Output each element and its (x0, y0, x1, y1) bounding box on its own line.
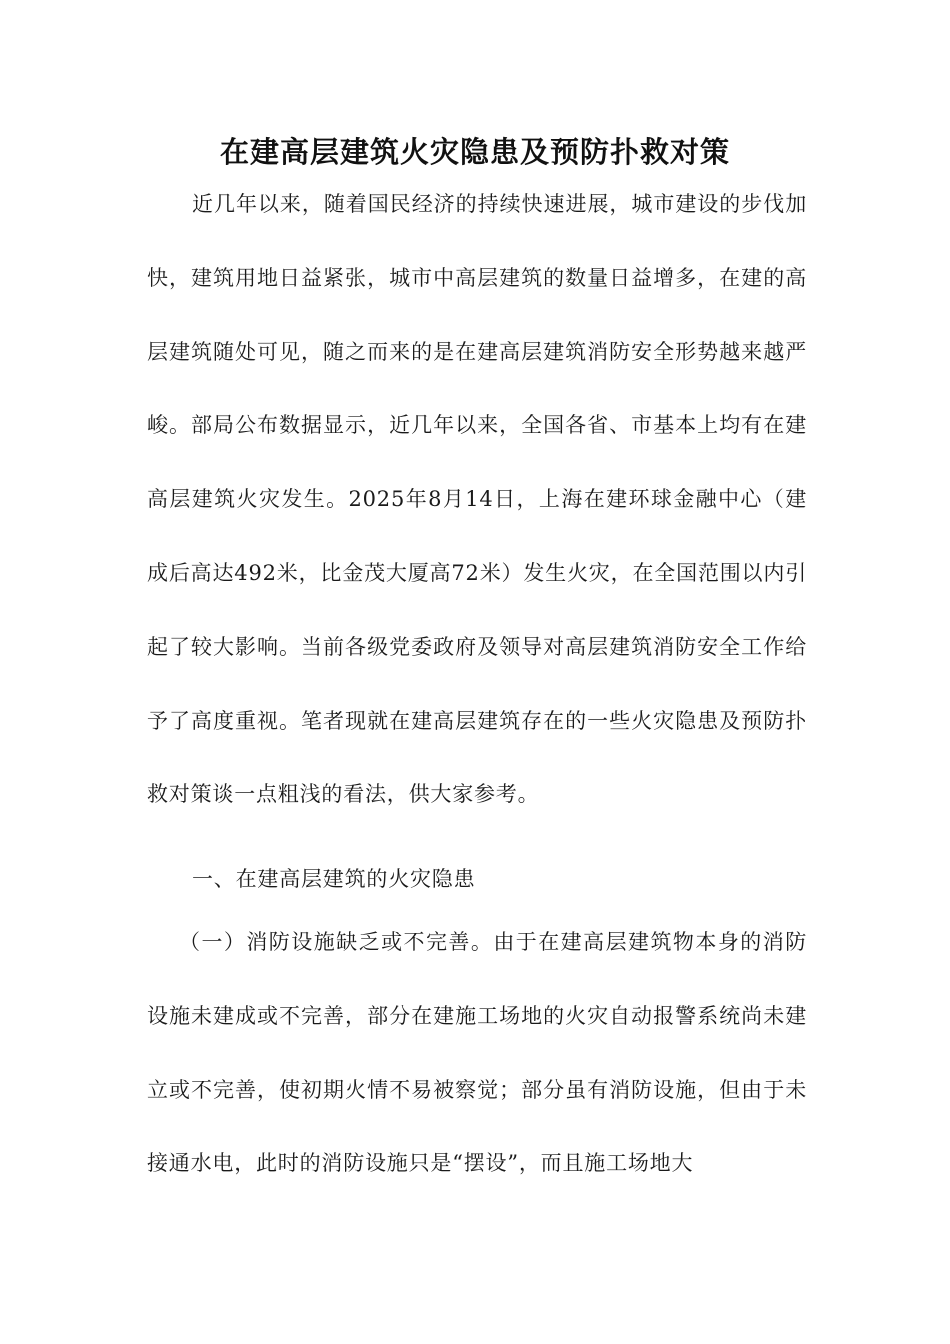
section-heading: 一、在建高层建筑的火灾隐患 (192, 867, 476, 891)
section-paragraph: （一）消防设施缺乏或不完善。由于在建高层建筑物本身的消防设施未建成或不完善，部分在建施工场地的火灾自动报警系统尚未建立或不完善，使初期火情不易被察觉；部分虽有消防设施，但由于未接通水电，此时的消防设施只是“摆设”，而且施工场地大 (147, 930, 807, 1176)
document-title: 在建高层建筑火灾隐患及预防扑救对策 (219, 135, 730, 169)
intro-paragraph: 近几年以来，随着国民经济的持续快速进展，城市建设的步伐加快，建筑用地日益紧张，城市中高层建筑的数量日益增多，在建的高层建筑随处可见，随之而来的是在建高层建筑消防安全形势越来越严峻。部局公布数据显示，近几年以来，全国各省、市基本上均有在建高层建筑火灾发生。2025年8月14日，上海在建环球金融中心（建成后高达492米，比金茂大厦高72米）发生火灾，在全国范围以内引起了较大影响。当前各级党委政府及领导对高层建筑消防安全工作给予了高度重视。笔者现就在建高层建筑存在的一些火灾隐患及预防扑救对策谈一点粗浅的看法，供大家参考。 (147, 192, 807, 807)
